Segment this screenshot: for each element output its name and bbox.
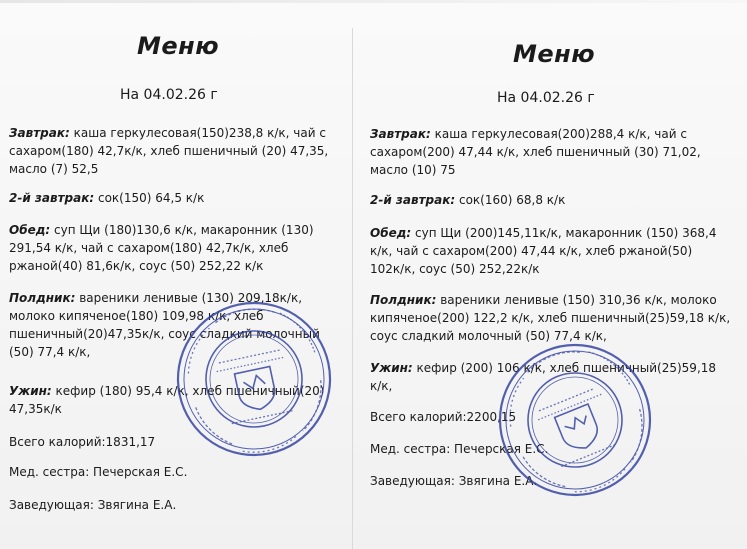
menu-line: ржаной(40) 81,6к/к, соус (50) 252,22 к/к — [9, 259, 264, 273]
second-breakfast-block — [9, 189, 204, 207]
breakfast-block — [370, 125, 701, 179]
meal-label: Обед: — [370, 226, 412, 240]
meal-label: Обед: — [9, 223, 51, 237]
menu-sheet-left — [0, 0, 352, 549]
head-signature-line: Заведующая: Звягина Е.А. — [370, 474, 538, 488]
menu-line: суп Щи (200)145,11к/к, макаронник (150) 368,4 — [411, 226, 717, 240]
total-calories: Всего калорий:2200,15 — [370, 410, 517, 424]
nurse-signature-line: Мед. сестра: Печерская Е.С. — [370, 442, 549, 456]
menu-line: пшеничный(20)47,35к/к, соус сладкий молочный — [9, 327, 320, 341]
menu-line: сахаром(200) 47,44 к/к, хлеб пшеничный (30) 71,02, — [370, 145, 701, 159]
breakfast-block — [9, 124, 328, 178]
round-official-seal-icon — [495, 340, 655, 500]
menu-line: сок(150) 64,5 к/к — [94, 191, 205, 205]
meal-label: Полдник: — [9, 291, 76, 305]
menu-line: (50) 77,4 к/к, — [9, 345, 91, 359]
menu-line: молоко кипяченое(180) 109,98 к/к, хлеб — [9, 309, 264, 323]
meal-label: Ужин: — [370, 361, 413, 375]
lunch-block — [9, 221, 314, 275]
menu-line: 47,35к/к — [9, 402, 62, 416]
menu-line: к/к, — [370, 379, 393, 393]
meal-label: Полдник: — [370, 293, 437, 307]
meal-label: 2-й завтрак: — [9, 191, 95, 205]
snack-block — [370, 291, 730, 345]
menu-line: 291,54 к/к, чай с сахаром(180) 42,7к/к, хлеб — [9, 241, 289, 255]
menu-line: масло (10) 75 — [370, 163, 456, 177]
menu-date: На 04.02.26 г — [497, 90, 595, 106]
menu-line: сок(160) 68,8 к/к — [455, 193, 566, 207]
meal-label: Завтрак: — [370, 127, 431, 141]
lunch-block — [370, 224, 717, 278]
menu-line: суп Щи (180)130,6 к/к, макаронник (130) — [50, 223, 314, 237]
menu-title: Меню — [513, 40, 596, 68]
meal-label: Ужин: — [9, 384, 52, 398]
menu-title: Меню — [137, 32, 220, 60]
nurse-signature-line: Мед. сестра: Печерская Е.С. — [9, 465, 188, 479]
menu-line: сахаром(180) 42,7к/к, хлеб пшеничный (20) 47,35, — [9, 144, 329, 158]
menu-line: кипяченое(200) 122,2 к/к, хлеб пшеничный(25)59,18 к/к, — [370, 311, 731, 325]
meal-label: 2-й завтрак: — [370, 193, 456, 207]
menu-line: каша геркулесовая(200)288,4 к/к, чай с — [430, 127, 687, 141]
menu-line: к/к, чай с сахаром(200) 47,44 к/к, хлеб ржаной(50) — [370, 244, 693, 258]
head-signature-line: Заведующая: Звягина Е.А. — [9, 498, 177, 512]
menu-line: кефир (200) 106 к/к, хлеб пшеничный(25)59,18 — [412, 361, 717, 375]
menu-line: вареники ленивые (130) 209,18к/к, — [75, 291, 303, 305]
menu-line: масло (7) 52,5 — [9, 162, 99, 176]
menu-line: кефир (180) 95,4 к/к, хлеб пшеничный(20) — [51, 384, 325, 398]
total-calories: Всего калорий:1831,17 — [9, 435, 156, 449]
menu-line: вареники ленивые (150) 310,36 к/к, молоко — [436, 293, 717, 307]
menu-line: каша геркулесовая(150)238,8 к/к, чай с — [69, 126, 326, 140]
menu-line: соус сладкий молочный (50) 77,4 к/к, — [370, 329, 607, 343]
second-breakfast-block — [370, 191, 565, 209]
menu-line: 102к/к, соус (50) 252,22к/к — [370, 262, 540, 276]
menu-date: На 04.02.26 г — [120, 87, 218, 103]
round-official-seal-icon — [173, 298, 335, 460]
meal-label: Завтрак: — [9, 126, 70, 140]
